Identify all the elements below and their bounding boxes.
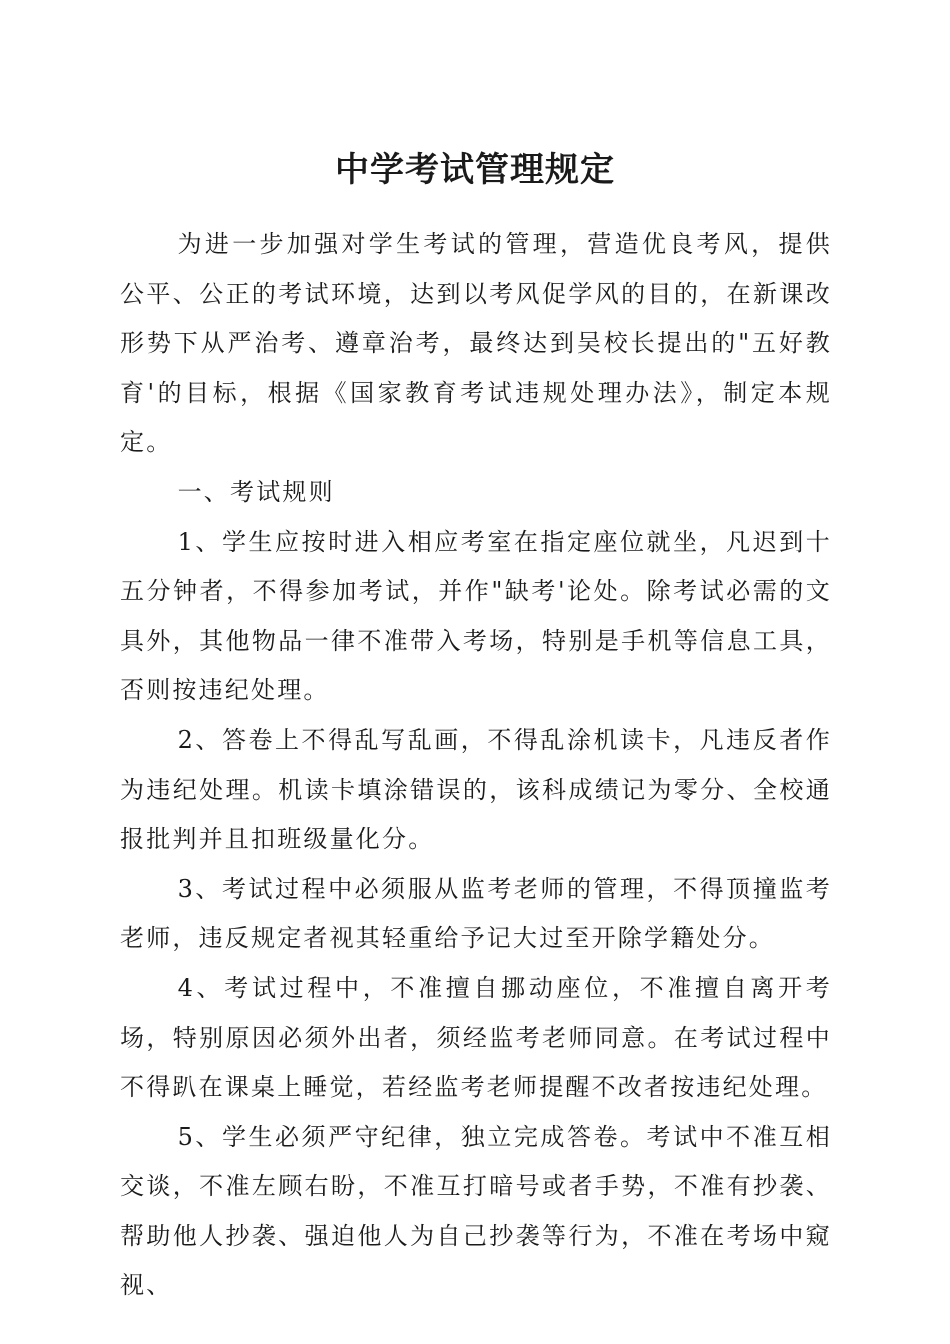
- rule-paragraph-3: 3、考试过程中必须服从监考老师的管理，不得顶撞监考老师，违反规定者视其轻重给予记大过至开除学籍处分。: [120, 874, 832, 953]
- rule-paragraph-5: 5、学生必须严守纪律，独立完成答卷。考试中不准互相交谈，不准左顾右盼，不准互打暗号或者手势，不准有抄袭、帮助他人抄袭、强迫他人为自己抄袭等行为，不准在考场中窥视、: [120, 1122, 832, 1300]
- section-heading: 一、考试规则: [177, 477, 335, 506]
- document-title: 中学考试管理规定: [335, 150, 615, 190]
- rule-paragraph-4: 4、考试过程中，不准擅自挪动座位，不准擅自离开考场，特别原因必须外出者，须经监考老师同意。在考试过程中不得趴在课桌上睡觉，若经监考老师提醒不改者按违纪处理。: [120, 973, 832, 1102]
- rule-paragraph-1: 1、学生应按时进入相应考室在指定座位就坐，凡迟到十五分钟者，不得参加考试，并作"缺考'论处。除考试必需的文具外，其他物品一律不准带入考场，特别是手机等信息工具，否则按违纪处理。: [120, 527, 832, 705]
- rule-paragraph-2: 2、答卷上不得乱写乱画，不得乱涂机读卡，凡违反者作为违纪处理。机读卡填涂错误的，该科成绩记为零分、全校通报批判并且扣班级量化分。: [120, 725, 832, 854]
- intro-paragraph: 为进一步加强对学生考试的管理，营造优良考风，提供公平、公正的考试环境，达到以考风促学风的目的，在新课改形势下从严治考、遵章治考，最终达到吴校长提出的"五好教育'的目标，根据《国家教育考试违规处理办法》，制定本规定。: [120, 230, 832, 457]
- document-body: [120, 220, 832, 1311]
